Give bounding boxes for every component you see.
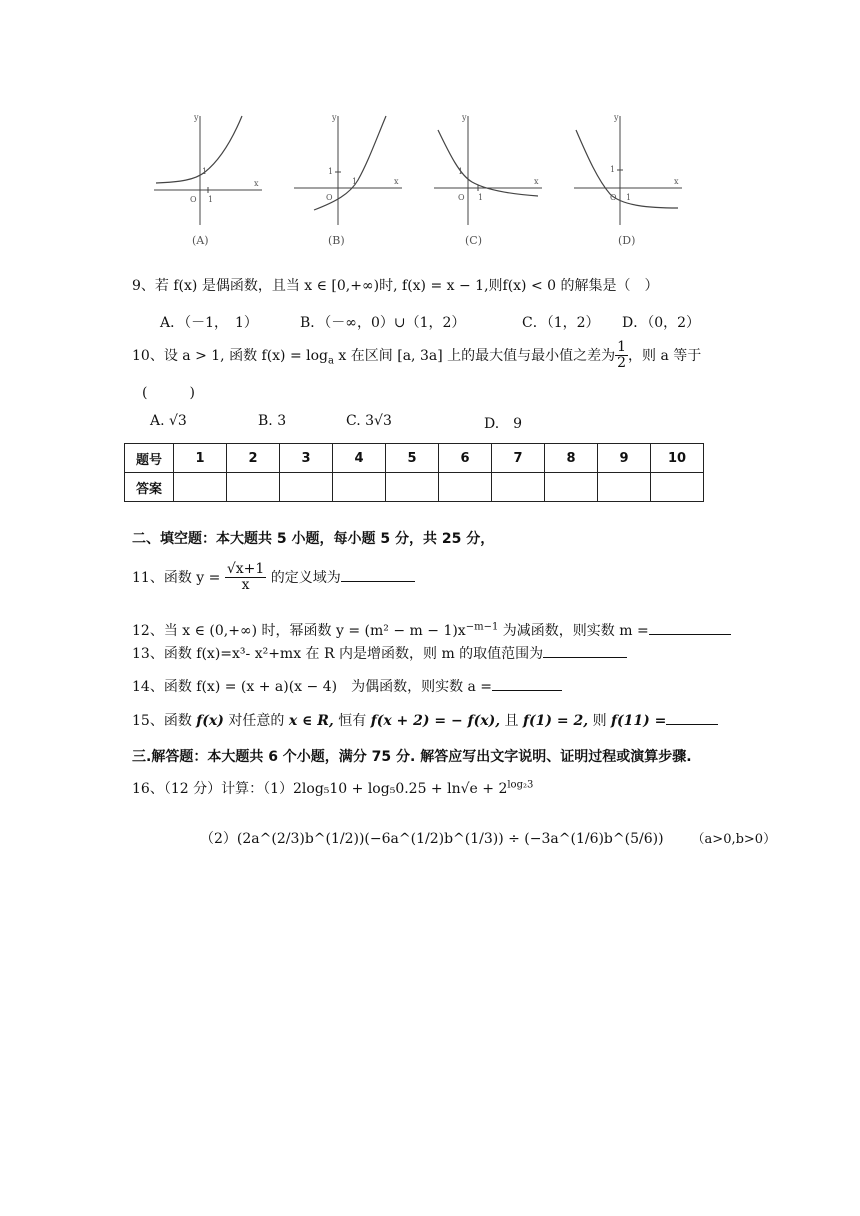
answer-blank[interactable] [492,676,562,691]
part-label: （2） [200,831,237,847]
svg-text:x: x [534,177,539,186]
exponent: log₂3 [507,779,534,791]
question-13 [132,643,627,663]
graph-c [430,110,550,230]
svg-text:1: 1 [478,193,484,202]
table-cell: 3 [280,444,333,473]
graph-d [570,110,690,230]
answer-cell[interactable] [280,473,333,502]
graph-label-d: (D) [618,234,636,247]
question-12 [132,620,731,640]
question-text: 对任意的 [223,713,289,729]
question-number: 16、 [132,781,164,797]
svg-text:1: 1 [328,167,334,176]
question-text: （12 分）计算：（1） [163,781,293,797]
question-number: 15、 [132,713,164,729]
svg-text:y: y [462,113,467,122]
table-cell: 6 [439,444,492,473]
question-text: 当 x ∈ (0,+∞) 时，幂函数 y = (m² − m − 1)x [163,623,466,639]
table-cell: 8 [545,444,598,473]
graph-label-b: (B) [328,234,345,247]
math-equation-1: f(x + 2) = − f(x), [370,713,501,729]
question-10 [132,340,701,372]
svg-text:x: x [674,177,679,186]
question-number: 9、 [132,278,155,294]
fraction-one-half [615,340,628,372]
fraction-numerator: √x+1 [226,561,265,577]
question-16-part-2 [200,828,776,848]
q9-option-c: C．（1，2） [522,315,600,331]
math-equation-2: f(1) = 2, [523,713,589,729]
log-base: a [328,355,334,367]
question-15 [132,710,718,730]
q10-option-a: A. √3 [150,413,187,429]
question-number: 12、 [132,623,164,639]
svg-text:1: 1 [352,177,358,186]
table-cell: 9 [598,444,651,473]
table-row [125,444,704,473]
question-number: 14、 [132,679,164,695]
answer-blank[interactable] [543,643,627,658]
svg-text:x: x [394,177,399,186]
question-number: 10、 [132,347,164,364]
answer-cell[interactable] [651,473,704,502]
question-text: 若 f(x) 是偶函数，且当 x ∈ [0,+∞)时, f(x) = x − 1,则f(x) < 0 的解集是（ ） [154,278,659,294]
row-header-number: 题号 [125,444,174,473]
question-text: 函数 [163,713,197,729]
section-3-title: 三.解答题：本大题共 6 个小题，满分 75 分. 解答应写出文字说明、证明过程或演算步骤. [132,749,692,765]
question-11 [132,562,415,594]
fraction-denominator: x [241,577,250,594]
answer-blank[interactable] [341,567,415,582]
answer-cell[interactable] [333,473,386,502]
answer-cell[interactable] [174,473,227,502]
svg-text:1: 1 [202,167,208,176]
math-expression-2: (2a^(2/3)b^(1/2))(−6a^(1/2)b^(1/3)) ÷ (−3a^(1/6)b^(5/6)) [236,831,664,847]
question-14 [132,676,562,696]
answer-cell[interactable] [545,473,598,502]
fraction [225,562,266,594]
question-number: 11、 [132,569,164,586]
graph-label-c: (C) [465,234,482,247]
exponent: −m−1 [465,621,499,633]
question-text-pre: 函数 y = [163,569,225,586]
question-9 [132,275,659,295]
table-row [125,473,704,502]
answer-paren: ( ) [142,385,195,401]
svg-text:O: O [610,193,617,202]
graph-a [150,110,270,230]
q10-option-c: C. 3√3 [346,413,392,429]
math-equation-3: f(11) = [611,713,667,729]
question-number: 13、 [132,646,164,662]
answer-cell[interactable] [492,473,545,502]
q10-option-b: B. 3 [258,413,287,429]
question-text-mid: x 在区间 [a, 3a] 上的最大值与最小值之差为 [333,347,616,364]
svg-text:y: y [332,113,337,122]
math-condition: x ∈ R, [288,713,334,729]
answer-cell[interactable] [386,473,439,502]
question-text-post: 的定义域为 [266,569,341,586]
question-text-post: ，则 a 等于 [628,347,702,364]
svg-text:x: x [254,179,259,188]
table-cell: 4 [333,444,386,473]
answer-blank[interactable] [666,710,718,725]
question-text: 且 [500,713,524,729]
svg-text:1: 1 [626,193,632,202]
svg-text:y: y [194,113,199,122]
graph-b [290,110,410,230]
question-text-pre: 设 a > 1, 函数 f(x) = log [163,347,329,364]
question-text-post: 为减函数，则实数 m = [498,623,649,639]
question-text: 函数 f(x) = (x + a)(x − 4) 为偶函数，则实数 a = [163,679,493,695]
answer-cell[interactable] [598,473,651,502]
math-expression-1: 2log₅10 + log₅0.25 + ln√e + 2 [293,781,508,797]
q9-option-b: B．（－∞，0）∪（1，2） [300,315,466,331]
answer-table [124,443,704,502]
question-text: 恒有 [333,713,371,729]
function-graphs [140,110,700,255]
question-text: 则 [588,713,612,729]
section-2-title: 二、填空题：本大题共 5 小题，每小题 5 分，共 25 分， [132,531,495,547]
table-cell: 2 [227,444,280,473]
q9-option-a: A．（－1， 1） [160,315,258,331]
graph-label-a: (A) [192,234,209,247]
svg-text:1: 1 [208,195,214,204]
table-cell: 5 [386,444,439,473]
q9-option-d: D．（0，2） [622,315,701,331]
row-header-answer: 答案 [125,473,174,502]
q10-option-d: D. 9 [484,416,523,432]
answer-blank[interactable] [649,620,731,635]
answer-cell[interactable] [439,473,492,502]
table-cell: 1 [174,444,227,473]
svg-text:1: 1 [610,165,616,174]
question-16 [132,778,533,798]
math-fx: f(x) [196,713,224,729]
answer-cell[interactable] [227,473,280,502]
svg-text:O: O [458,193,465,202]
svg-text:1: 1 [458,167,464,176]
fraction-denominator: 2 [617,355,627,372]
svg-text:y: y [614,113,619,122]
svg-text:O: O [326,193,333,202]
question-text: 函数 f(x)=x³- x²+mx 在 R 内是增函数，则 m 的取值范围为 [163,646,544,662]
table-cell: 10 [651,444,704,473]
condition: （a>0,b>0） [691,832,777,847]
svg-text:O: O [190,195,197,204]
fraction-numerator: 1 [617,339,627,355]
table-cell: 7 [492,444,545,473]
